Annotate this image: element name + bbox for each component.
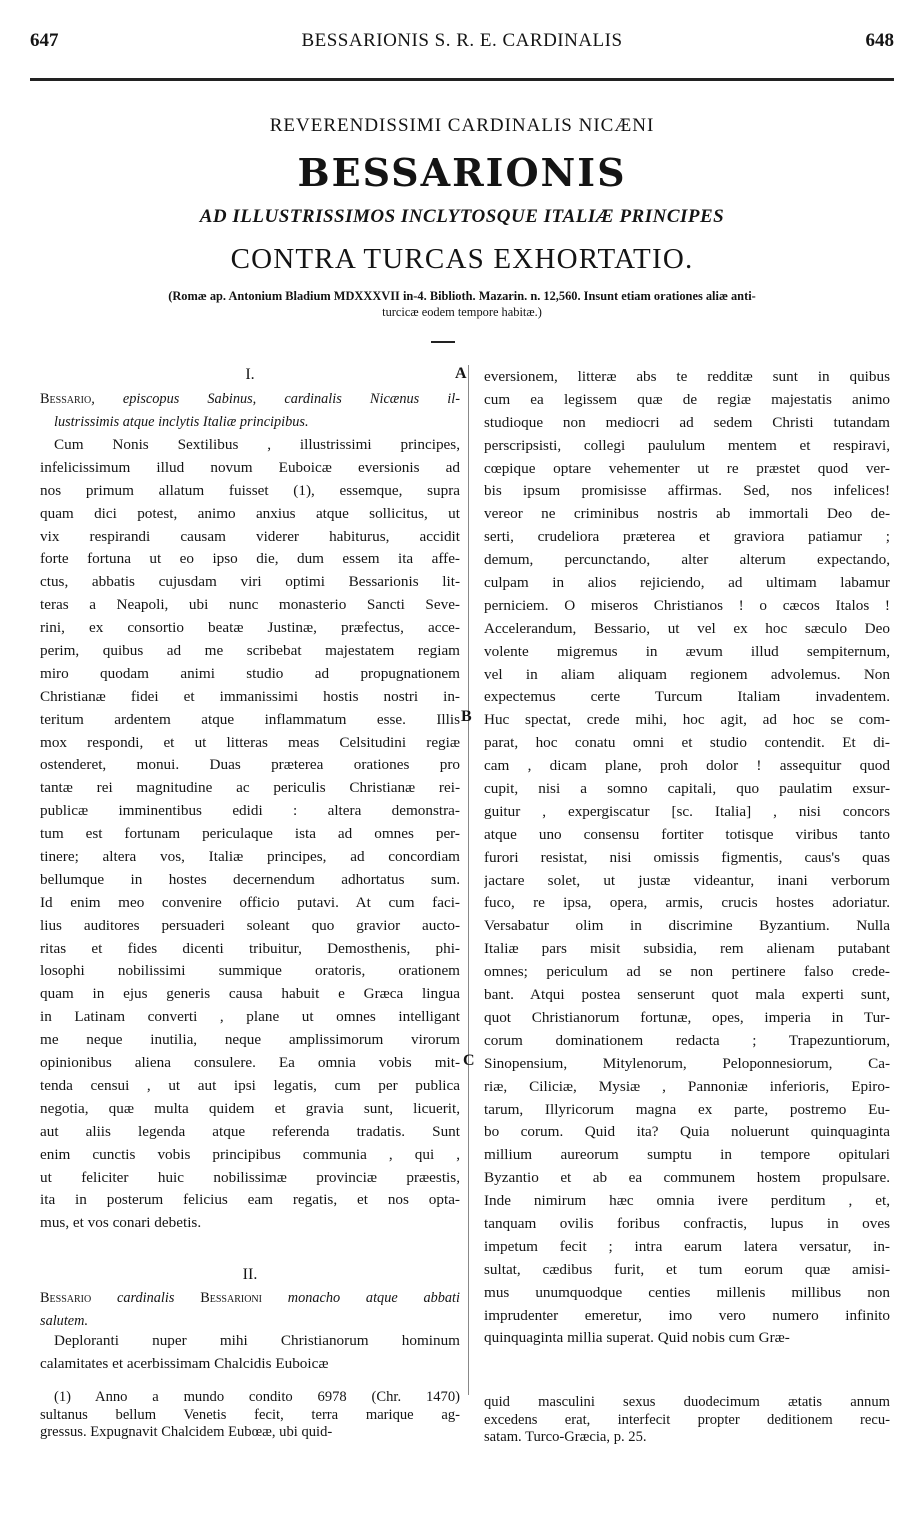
margin-letter-c: C [463, 1052, 475, 1069]
column-divider [468, 365, 469, 1395]
body-line: culpam in alios rejiciendo, ad ultimam labamur [484, 574, 890, 592]
body-line: atque uno consensu fortiter totisque viribus tanto [484, 825, 890, 843]
body-line: me neque inutilia, neque amplissimorum virorum [40, 1031, 460, 1049]
body-line: ritas et fides dicenti tribuitur, Demosthenis, phi- [40, 939, 460, 957]
source-note-line-1: (Romæ ap. Antonium Bladium MDXXXVII in-4. Biblioth. Mazarin. n. 12,560. Insunt etiam orationes aliæ anti- [168, 289, 756, 303]
body-line: enim cunctis vobis principibus communia , qui , [40, 1145, 460, 1163]
section-1-number: I. [245, 366, 255, 383]
body-line: quam in ejus generis causa habuit e Græca lingua [40, 985, 460, 1003]
body-line: teras a Neapoli, ubi nunc monasterio Sancti Seve- [40, 596, 460, 614]
body-line: fuco, re ipsa, opera, armis, crucis hostes adoriatur. [484, 894, 890, 912]
body-line: furori resistat, nisi omissis figmentis, caus's quas [484, 848, 890, 866]
body-line: infelicissimum illud novum Euboicæ eversionis ad [40, 458, 460, 476]
body-line: expectemus certe Turcum Italiam invadentem. [484, 688, 890, 706]
footnote-line: gressus. Expugnavit Chalcidem Eubœæ, ubi quid- [40, 1424, 333, 1440]
address-line: lustrissimis atque inclytis Italiæ principibus. [54, 413, 309, 430]
title-dash [431, 341, 455, 343]
address-line: Bessario, episcopus Sabinus, cardinalis Nicænus il- [40, 391, 460, 407]
body-line: bellumque in hostes decernendum adhortatus sum. [40, 870, 460, 888]
body-line: bo corum. Quid ita? Quia noluerunt quinquaginta [484, 1123, 890, 1141]
footnote-line: satam. Turco-Græcia, p. 25. [484, 1429, 647, 1445]
body-line: parat, hoc conatu omni et studio contendit. Et di- [484, 734, 890, 752]
body-line: Accelerandum, Bessario, ut vel ex hoc sæculo Deo [484, 619, 890, 637]
body-line: Sinopensium, Mitylenorum, Peloponnesiorum, Ca- [484, 1054, 890, 1072]
body-line: Cum Nonis Sextilibus , illustrissimi principes, [54, 436, 460, 453]
body-line: bant. Atqui postea senserunt quot mala experti sunt, [484, 986, 890, 1004]
body-line: cum ea legissem quæ de regiæ majestatis animo [484, 390, 890, 408]
body-line: ostenderet, monui. Duas præterea orationes pro [40, 756, 460, 774]
body-line: tum est fortunam periculaque ista ad omnes per- [40, 825, 460, 843]
address-line: Bessario cardinalis Bessarioni monacho atque abbati [40, 1290, 460, 1306]
section-2-text [40, 1330, 460, 1376]
right-column-text [484, 366, 890, 1350]
body-line: serti, crudeliora præterea et graviora patiamur ; [484, 528, 890, 546]
title-line-3: AD ILLUSTRISSIMOS INCLYTOSQUE ITALIÆ PRINCIPES [199, 206, 725, 227]
body-line: ut feliciter huic nobilissimæ provinciæ præestis, [40, 1168, 460, 1186]
body-line: studioque non mediocri ad sedem Christi tutandam [484, 413, 890, 431]
body-line: teritum ardentem atque inflammatum esse. Illis [40, 710, 460, 728]
body-line: vel in aliam aliquam regionem advolemus. Non [484, 665, 890, 683]
body-line: lius auditores persuaderi soleant quo gravior aucto- [40, 916, 460, 934]
body-line: mus unumquodque centies millenis millibus non [484, 1283, 890, 1301]
section-1-text [40, 434, 460, 1235]
body-line: corum dominationem redacta ; Trapezuntiorum, [484, 1031, 890, 1049]
body-line: Id enim meo convenire officio putavi. At cum faci- [40, 893, 460, 911]
body-line: sultat, cædibus furit, et tum eorum quæ amisi- [484, 1260, 890, 1278]
body-line: perniciem. O miseros Christianos ! o cæcos Italos ! [484, 596, 890, 614]
body-line: Byzantio et ab ea communem hostem propulsare. [484, 1169, 890, 1187]
body-line: Huc spectat, crede mihi, hoc agit, ad hoc se com- [484, 711, 890, 729]
body-line: mus, et vos conari debetis. [40, 1214, 202, 1232]
body-line: bis ipsum promisisse affirmas. Sed, nos infelices! [484, 482, 890, 500]
right-page-number: 648 [865, 30, 894, 51]
body-line: tenda censui , ut aut ipsi legatis, cum per publica [40, 1076, 460, 1094]
body-line: guitur , expergiscatur [sc. Italia] , nisi concors [484, 802, 890, 820]
body-line: nos primum allatum fuisset (1), essemque, supra [40, 481, 460, 499]
body-line: tarum, Illyricorum magna ex parte, postremo Eu- [484, 1100, 890, 1118]
body-line: cœpique optare vehementer ut re præstet quod ver- [484, 459, 890, 477]
body-line: vix respirandi causam viderer habiturus, accidit [40, 527, 460, 545]
title-line-1: REVERENDISSIMI CARDINALIS NICÆNI [269, 115, 655, 136]
header-rule [30, 78, 894, 81]
body-line: millium aureorum sumptu in tempore opitulari [484, 1146, 890, 1164]
body-line: quam dici potest, animo anxius atque sollicitus, ut [40, 504, 460, 522]
body-line: jactare solet, ut justæ videantur, inani verborum [484, 871, 890, 889]
body-line: Deploranti nuper mihi Christianorum hominum [54, 1332, 460, 1349]
author-name: BESSARIONIS [297, 150, 627, 195]
body-line: Versabatur olim in discrimine Byzantium. Nulla [484, 917, 890, 935]
body-line: tanquam ovilis foribus confractis, lupus in oves [484, 1214, 890, 1232]
section-2-number: II. [242, 1266, 258, 1283]
footnote-line: (1) Anno a mundo condito 6978 (Chr. 1470) [54, 1389, 460, 1405]
body-line: Italiæ pars misit subsidia, rem alienam putabant [484, 940, 890, 958]
source-note-line-2: turcicæ eodem tempore habitæ.) [382, 305, 542, 319]
body-line: omnes; periculum ad se non pertinere falso crede- [484, 963, 890, 981]
body-line: volente migremus in ævum illud sempiternum, [484, 642, 890, 660]
body-line: riæ, Ciliciæ, Mysiæ , Pannoniæ inferioris, Epiro- [484, 1077, 890, 1095]
body-line: ita in posterum felicius eam regatis, et nos opta- [40, 1191, 460, 1209]
body-line: ctus, abbatis cujusdam viri optimi Bessarionis lit- [40, 573, 460, 591]
body-line: publicæ imminentibus edidi : altera demonstra- [40, 802, 460, 820]
margin-letter-a: A [455, 365, 467, 382]
body-line: demum, percunctando, alter alterum expectando, [484, 551, 890, 569]
body-line: forte fortuna ut eo ipso die, dum essem ita affe- [40, 550, 460, 568]
section-1-address [40, 390, 460, 436]
body-line: rini, ex consortio beatæ Justinæ, præfectus, acce- [40, 619, 460, 637]
body-line: Christianæ fidei et immanissimi hostis nostri in- [40, 687, 460, 705]
document-title: CONTRA TURCAS EXHORTATIO. [230, 243, 694, 275]
footnote-line: sultanus bellum Venetis fecit, terra marique ag- [40, 1406, 460, 1423]
body-line: impetum fecit ; intra earum latera versatur, in- [484, 1237, 890, 1255]
body-line: mox respondi, et ut litteras meas Celsitudini regiæ [40, 733, 460, 751]
body-line: imprudenter emeretur, imo vero numero infinito [484, 1306, 890, 1324]
address-line: salutem. [40, 1312, 89, 1329]
left-page-number: 647 [30, 30, 59, 51]
body-line: in Latinam converti , plane ut omnes intelligant [40, 1008, 460, 1026]
body-line: perscripsisti, collegi paululum mentem et respiravi, [484, 436, 890, 454]
body-line: calamitates et acerbissimam Chalcidis Euboicæ [40, 1354, 329, 1372]
body-line: cupit, nisi a somno capitali, quo paulatim exsur- [484, 780, 890, 798]
body-line: negotia, quæ multa quidem et gravia sunt, licuerit, [40, 1099, 460, 1117]
body-line: tantæ rei magnitudine ac periculis Christianæ rei- [40, 779, 460, 797]
body-line: losophi nobilissimi summique oratoris, orationem [40, 962, 460, 980]
body-line: Inde nimirum hæc omnia ivere perditum , et, [484, 1192, 890, 1210]
body-line: cam , dicam plane, proh dolor ! assequitur quod [484, 757, 890, 775]
body-line: vereor ne criminibus nostris ab immortali Deo de- [484, 505, 890, 523]
section-2-address [40, 1289, 460, 1335]
body-line: eversionem, litteræ abs te redditæ sunt in quibus [484, 368, 890, 385]
body-line: miro quodam animi studio ad propugnationem [40, 664, 460, 682]
body-line: tinere; altera vos, Italiæ principes, ad concordiam [40, 848, 460, 866]
footnote-line: excedens erat, interfecit propter deditionem recu- [484, 1411, 890, 1428]
body-line: quinquaginta millia superat. Quid nobis cum Græ- [484, 1329, 790, 1347]
footnote-left [40, 1389, 460, 1442]
footnote-right [484, 1394, 890, 1447]
running-title: BESSARIONIS S. R. E. CARDINALIS [301, 30, 623, 51]
footnote-line: quid masculini sexus duodecimum ætatis annum [484, 1394, 890, 1410]
body-line: opinionibus aliena consulere. Ea omnia vobis mit- [40, 1054, 460, 1072]
body-line: quot Christianorum fortunæ, opes, imperia in Tur- [484, 1008, 890, 1026]
margin-letter-b: B [461, 708, 472, 725]
body-line: aut aliis legenda atque referenda tradatis. Sunt [40, 1122, 460, 1140]
body-line: perim, quibus ad me scribebat majestatem regiam [40, 642, 460, 660]
